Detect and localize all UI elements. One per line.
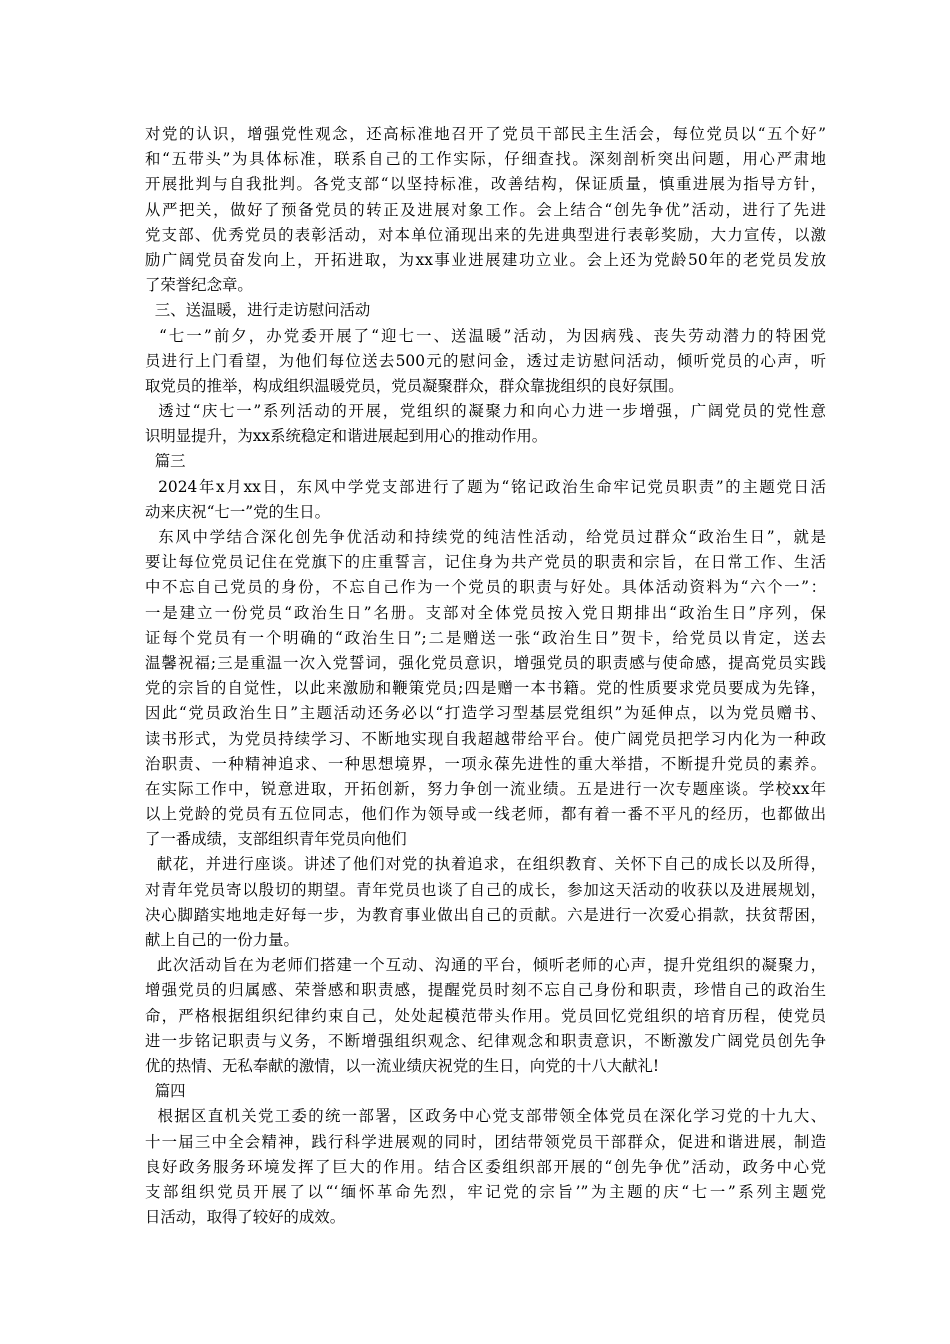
text-line: 增强党员的归属感、荣誉感和职责感，提醒党员时刻不忘自己身份和职责，珍惜自己的政治生 <box>145 981 826 1000</box>
text-line: 透过“庆七一”系列活动的开展，党组织的凝聚力和向心力进一步增强，广阔党员的党性意 <box>145 402 826 421</box>
text-line: 此次活动旨在为老师们搭建一个互动、沟通的平台，倾听老师的心声，提升党组织的凝聚力， <box>145 956 826 975</box>
text-line: 治职责、一种精神追求、一种思想境界，一项永葆先进性的重大举措，不断提升党员的素养。 <box>145 754 826 773</box>
text-line: 员进行上门看望，为他们每位送去500元的慰问金，透过走访慰问活动，倾听党员的心声，听 <box>145 351 826 370</box>
text-line: “七一”前夕，办党委开展了“迎七一、送温暖”活动，为因病残、丧失劳动潜力的特困党 <box>145 326 826 345</box>
text-line: 进一步铭记职责与义务，不断增强组织观念、纪律观念和职责意识，不断激发广阔党员创先争 <box>145 1031 826 1050</box>
text-line: 和“五带头”为具体标准，联系自己的工作实际，仔细查找。深刻剖析突出问题，用心严肃地 <box>145 150 826 169</box>
text-line: 根据区直机关党工委的统一部署，区政务中心党支部带领全体党员在深化学习党的十九大、 <box>145 1107 826 1126</box>
text-line: 献花，并进行座谈。讲述了他们对党的执着追求，在组织教育、关怀下自己的成长以及所得， <box>145 855 826 874</box>
text-line: 动来庆祝“七一”党的生日。 <box>145 502 331 521</box>
text-line: 十一届三中全会精神，践行科学进展观的同时，团结带领党员干部群众，促进和谐进展，制造 <box>145 1132 826 1151</box>
text-line: 温馨祝福;三是重温一次入党誓词，强化党员意识，增强党员的职责感与使命感，提高党员实践 <box>145 653 826 672</box>
text-line: 对青年党员寄以殷切的期望。青年党员也谈了自己的成长，参加这天活动的收获以及进展规划， <box>145 880 826 899</box>
text-line: 良好政务服务环境发挥了巨大的作用。结合区委组织部开展的“创先争优”活动，政务中心党 <box>145 1157 826 1176</box>
text-line: 对党的认识，增强党性观念，还高标准地召开了党员干部民主生活会，每位党员以“五个好” <box>145 125 826 143</box>
text-line: 党支部、优秀党员的表彰活动，对本单位涌现出来的先进典型进行表彰奖励，大力宣传，以激 <box>145 225 826 244</box>
text-line: 东风中学结合深化创先争优活动和持续党的纯洁性活动，给党员过群众“政治生日”，就是 <box>145 528 826 546</box>
text-line: 证每个党员有一个明确的“政治生日”;二是赠送一张“政治生日”贺卡，给党员以肯定，送去 <box>145 628 826 647</box>
text-line: 开展批判与自我批判。各党支部“以坚持标准，改善结构，保证质量，慎重进展为指导方针， <box>145 175 826 194</box>
text-line: 2024年x月xx日，东风中学党支部进行了题为“铭记政治生命牢记党员职责”的主题党日活 <box>145 477 826 496</box>
text-line: 要让每位党员记住在党旗下的庄重誓言，记住身为共产党员的职责和宗旨，在日常工作、生活 <box>145 553 826 572</box>
text-line: 党的宗旨的自觉性，以此来激励和鞭策党员;四是赠一本书籍。党的性质要求党员要成为先锋， <box>145 679 826 698</box>
text-line: 献上自己的一份力量。 <box>145 931 299 949</box>
text-line: 篇四 <box>145 1082 186 1101</box>
text-line: 中不忘自己党员的身份，不忘自己作为一个党员的职责与好处。具体活动资料为“六个一”： <box>145 578 826 597</box>
text-line: 了一番成绩，支部组织青年党员向他们 <box>145 830 407 849</box>
text-line: 取党员的推举，构成组织温暖党员，党员凝聚群众，群众靠拢组织的良好氛围。 <box>145 376 684 395</box>
text-line: 以上党龄的党员有五位同志，他们作为领导或一线老师，都有着一番不平凡的经历，也都做出 <box>145 805 826 824</box>
text-line: 支部组织党员开展了以“‘缅怀革命先烈，牢记党的宗旨’”为主题的庆“七一”系列主题党 <box>145 1182 826 1201</box>
text-line: 三、送温暖，进行走访慰问活动 <box>145 301 371 320</box>
text-line: 因此“党员政治生日”主题活动还务必以“打造学习型基层党组织”为延伸点，以为党员赠书、 <box>145 704 826 723</box>
text-line: 篇三 <box>145 452 186 471</box>
text-line: 了荣誉纪念章。 <box>145 276 253 295</box>
text-line: 读书形式，为党员持续学习、不断地实现自我超越带给平台。使广阔党员把学习内化为一种政 <box>145 729 826 748</box>
text-line: 从严把关，做好了预备党员的转正及进展对象工作。会上结合“创先争优”活动，进行了先进 <box>145 200 826 219</box>
text-line: 日活动，取得了较好的成效。 <box>145 1208 346 1227</box>
text-line: 识明显提升，为xx系统稳定和谐进展起到用心的推动作用。 <box>145 427 548 446</box>
text-line: 决心脚踏实地地走好每一步，为教育事业做出自己的贡献。六是进行一次爱心捐款，扶贫帮困， <box>145 905 826 924</box>
text-line: 在实际工作中，锐意进取，开拓创新，努力争创一流业绩。五是进行一次专题座谈。学校xx年 <box>145 779 826 798</box>
text-line: 一是建立一份党员“政治生日”名册。支部对全体党员按入党日期排出“政治生日”序列，保 <box>145 603 826 622</box>
text-line: 励广阔党员奋发向上，开拓进取，为xx事业进展建功立业。会上还为党龄50年的老党员发放 <box>145 250 826 269</box>
text-line: 优的热情、无私奉献的激情，以一流业绩庆祝党的生日，向党的十八大献礼! <box>145 1056 660 1075</box>
text-line: 命，严格根据组织纪律约束自己，处处起模范带头作用。党员回忆党组织的培育历程，使党员 <box>145 1006 826 1025</box>
